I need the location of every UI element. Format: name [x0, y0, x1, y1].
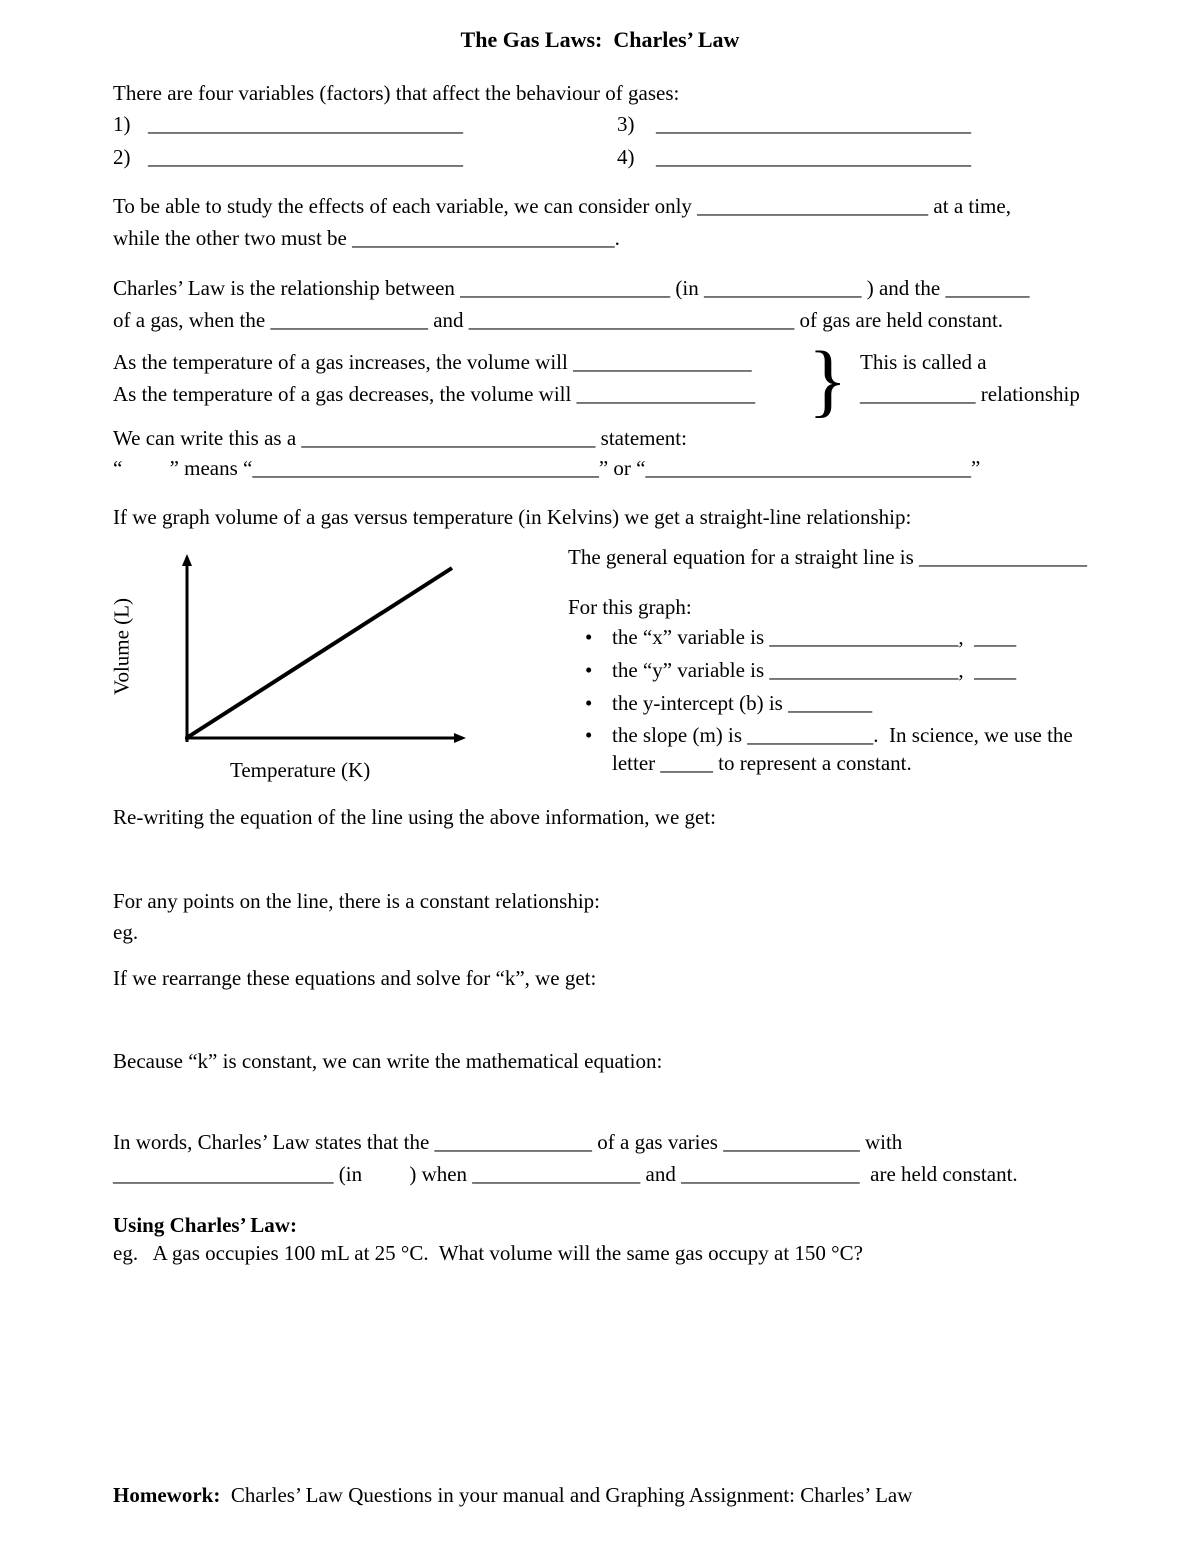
homework-text: Charles’ Law Questions in your manual and Graphing Assignment: Charles’ Law	[220, 1483, 913, 1507]
rearrange-line: If we rearrange these equations and solve for “k”, we get:	[113, 966, 597, 990]
y-axis-label: Volume (L)	[109, 598, 134, 696]
charles-law-line-1: Charles’ Law is the relationship between ____________________ (in _______________ ) and the ________	[113, 276, 1030, 300]
using-charles-law-heading: Using Charles’ Law:	[113, 1213, 297, 1237]
volume-temperature-graph	[95, 535, 495, 785]
bullet-y-intercept: the y-intercept (b) is ________	[612, 691, 873, 715]
study-line-2: while the other two must be _________________________.	[113, 226, 620, 250]
bullet-icon: •	[585, 691, 593, 715]
bullet-icon: •	[585, 658, 593, 682]
bullet-icon: •	[585, 625, 593, 649]
general-equation-line: The general equation for a straight line is ________________	[568, 545, 1088, 569]
page-title: The Gas Laws: Charles’ Law	[460, 27, 740, 52]
x-axis-label: Temperature (K)	[230, 758, 371, 782]
rewrite-line: Re-writing the equation of the line using the above information, we get:	[113, 805, 717, 829]
variable-4-blank: ______________________________	[656, 145, 971, 169]
bullet-slope: the slope (m) is ____________. In science, we use the	[612, 723, 1073, 747]
variables-lead: There are four variables (factors) that affect the behaviour of gases:	[113, 81, 680, 105]
homework-label: Homework:	[113, 1483, 221, 1507]
points-line: For any points on the line, there is a constant relationship:	[113, 889, 600, 913]
statement-line-1: We can write this as a ____________________________ statement:	[113, 426, 687, 450]
statement-line-2: “ ” means “_________________________________” or “_______________________________”	[113, 456, 981, 480]
variable-3-number: 3)	[617, 112, 635, 136]
curly-brace: }	[808, 334, 848, 425]
for-this-graph-line: For this graph:	[568, 595, 692, 619]
variable-3-blank: ______________________________	[656, 112, 971, 136]
bullet-slope-continued: letter _____ to represent a constant.	[612, 751, 912, 775]
variable-2-number: 2)	[113, 145, 131, 169]
graph-lead: If we graph volume of a gas versus temperature (in Kelvins) we get a straight-line relationship:	[113, 505, 912, 529]
temp-decrease-line: As the temperature of a gas decreases, the volume will _________________	[113, 382, 756, 406]
bullet-y-variable: the “y” variable is __________________, ____	[612, 658, 1017, 682]
variable-2-blank: ______________________________	[148, 145, 463, 169]
in-words-line-2: _____________________ (in ) when ________________ and _________________ are held constant.	[113, 1162, 1018, 1186]
homework-line	[113, 1482, 912, 1508]
charles-law-line-2: of a gas, when the _______________ and _______________________________ of gas are held constant.	[113, 308, 1004, 332]
called-line-1: This is called a	[860, 350, 987, 374]
called-line-2: ___________ relationship	[860, 382, 1080, 406]
variable-1-number: 1)	[113, 112, 131, 136]
using-charles-law-example: eg. A gas occupies 100 mL at 25 °C. What volume will the same gas occupy at 150 °C?	[113, 1241, 863, 1265]
bullet-x-variable: the “x” variable is __________________, ____	[612, 625, 1017, 649]
study-line-1: To be able to study the effects of each variable, we can consider only ______________________ at a time,	[113, 194, 1011, 218]
in-words-line-1: In words, Charles’ Law states that the _______________ of a gas varies _____________ with	[113, 1130, 903, 1154]
variable-4-number: 4)	[617, 145, 635, 169]
temp-increase-line: As the temperature of a gas increases, the volume will _________________	[113, 350, 752, 374]
bullet-icon: •	[585, 723, 593, 747]
variable-1-blank: ______________________________	[148, 112, 463, 136]
points-eg: eg.	[113, 920, 139, 944]
data-line	[188, 568, 452, 737]
because-line: Because “k” is constant, we can write the mathematical equation:	[113, 1049, 663, 1073]
